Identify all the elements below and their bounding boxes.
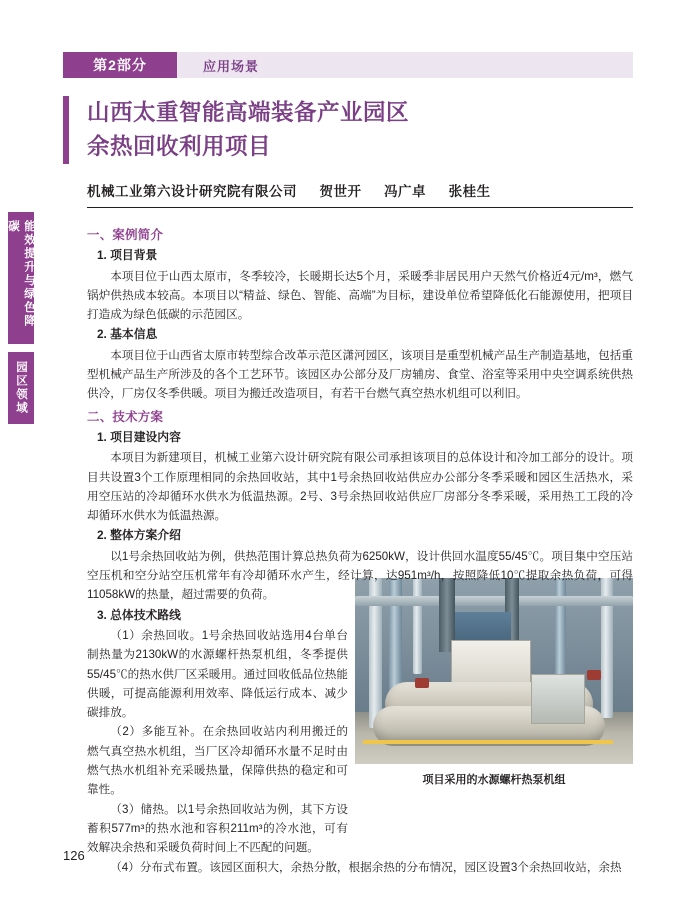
para-tech-route-3: （3）储热。以1号余热回收站为例，其下方设蓄积577m³的热水池和容积211m³的冷水池，可有效解决余热和采暖负荷时间上不匹配的问题。 xyxy=(87,802,348,855)
authors-line xyxy=(87,180,637,200)
title-line-1: 山西太重智能高端装备产业园区 xyxy=(87,100,410,125)
heading-overall-plan: 2. 整体方案介绍 xyxy=(97,528,181,543)
author-person-1: 贺世开 xyxy=(319,184,362,199)
para-project-background: 本项目位于山西太原市，冬季较冷，长暖期长达5个月，采暖季非居民用户天然气价格近4元/m³，燃气锅炉供热成本较高。本项目以“精益、绿色、智能、高端”为目标，建设单位希望降低化石能源使用，把项目打造成为绿色低碳的示范园区。 xyxy=(87,269,633,322)
author-org: 机械工业第六设计研究院有限公司 xyxy=(87,184,297,199)
para-tech-route-2: （2）多能互补。在余热回收站内利用搬迁的燃气真空热水机组，当厂区冷却循环水量不足时由燃气热水机组补充采暖热量，保障供热的稳定和可靠性。 xyxy=(87,725,348,797)
author-person-2: 冯广卓 xyxy=(384,184,427,199)
figure-text-wrap-spacer xyxy=(348,626,633,836)
title-line-2: 余热回收利用项目 xyxy=(87,134,272,159)
page-number: 126 xyxy=(63,848,85,863)
side-tab-energy-efficiency: 能效提升与绿色降碳 xyxy=(8,212,34,344)
para-construction-content: 本项目为新建项目，机械工业第六设计研究院有限公司承担该项目的总体设计和冷加工部分的设计。项目共设置3个工作原理相同的余热回收站，其中1号余热回收站供应办公部分冬季采暖和园区生活热水，采用空压站的冷却循环水供水为低温热源。2号、3号余热回收站供应厂房部分冬季采暖，采用热工工段的冷却循环水供水为低温热源。 xyxy=(87,451,633,523)
article-body xyxy=(87,222,633,877)
heading-project-background: 1. 项目背景 xyxy=(97,248,158,263)
para-tech-route-1: （1）余热回收。1号余热回收站选用4台单台制热量为2130kW的水源螺杆热泵机组，冬季提供55/45℃的热水供厂区采暖用。通过回收低品位热能供暖，可提高能源利用效率、降低运行成本、减少碳排放。 xyxy=(87,628,348,720)
part-label: 第2部分 xyxy=(63,52,177,78)
heading-case-intro: 一、案例简介 xyxy=(87,228,164,242)
para-basic-info: 本项目位于山西省太原市转型综合改革示范区潇河园区，该项目是重型机械产品生产制造基地，包括重型机械产品生产所涉及的各个工艺环节。该园区办公部分及厂房辅房、食堂、浴室等采用中央空调系统供热供冷，厂房仅冬季供暖。项目为搬迁改造项目，有若干台燃气真空热水机组可以利旧。 xyxy=(87,348,633,401)
heading-tech-plan: 二、技术方案 xyxy=(87,409,164,424)
section-header-bar xyxy=(63,52,633,78)
heading-tech-route: 3. 总体技术路线 xyxy=(97,607,181,622)
section-label: 应用场景 xyxy=(177,52,633,78)
side-tab-park-domain: 园区领域 xyxy=(8,352,34,424)
para-tech-route-4: （4）分布式布置。该园区面积大，余热分散，根据余热的分布情况，园区设置3个余热回收站，余热 xyxy=(110,860,622,874)
author-person-3: 张桂生 xyxy=(448,184,491,199)
title-divider xyxy=(87,207,633,208)
page-title xyxy=(63,96,633,164)
figure-caption: 项目采用的水源螺杆热泵机组 xyxy=(422,774,566,786)
heading-basic-info: 2. 基本信息 xyxy=(97,327,158,342)
para-overall-plan: 以1号余热回收站为例，供热范围计算总热负荷为6250kW，设计供回水温度55/45℃。项目集中空压站空压机和空分站空压机常年有冷却循环水产生，经计算，达951m³/h，按照降低10℃提取余热负荷，可得11058kW的热量，超过需要的负荷。 xyxy=(87,549,633,602)
heading-construction-content: 1. 项目建设内容 xyxy=(97,429,181,444)
title-accent-bar xyxy=(63,96,69,164)
